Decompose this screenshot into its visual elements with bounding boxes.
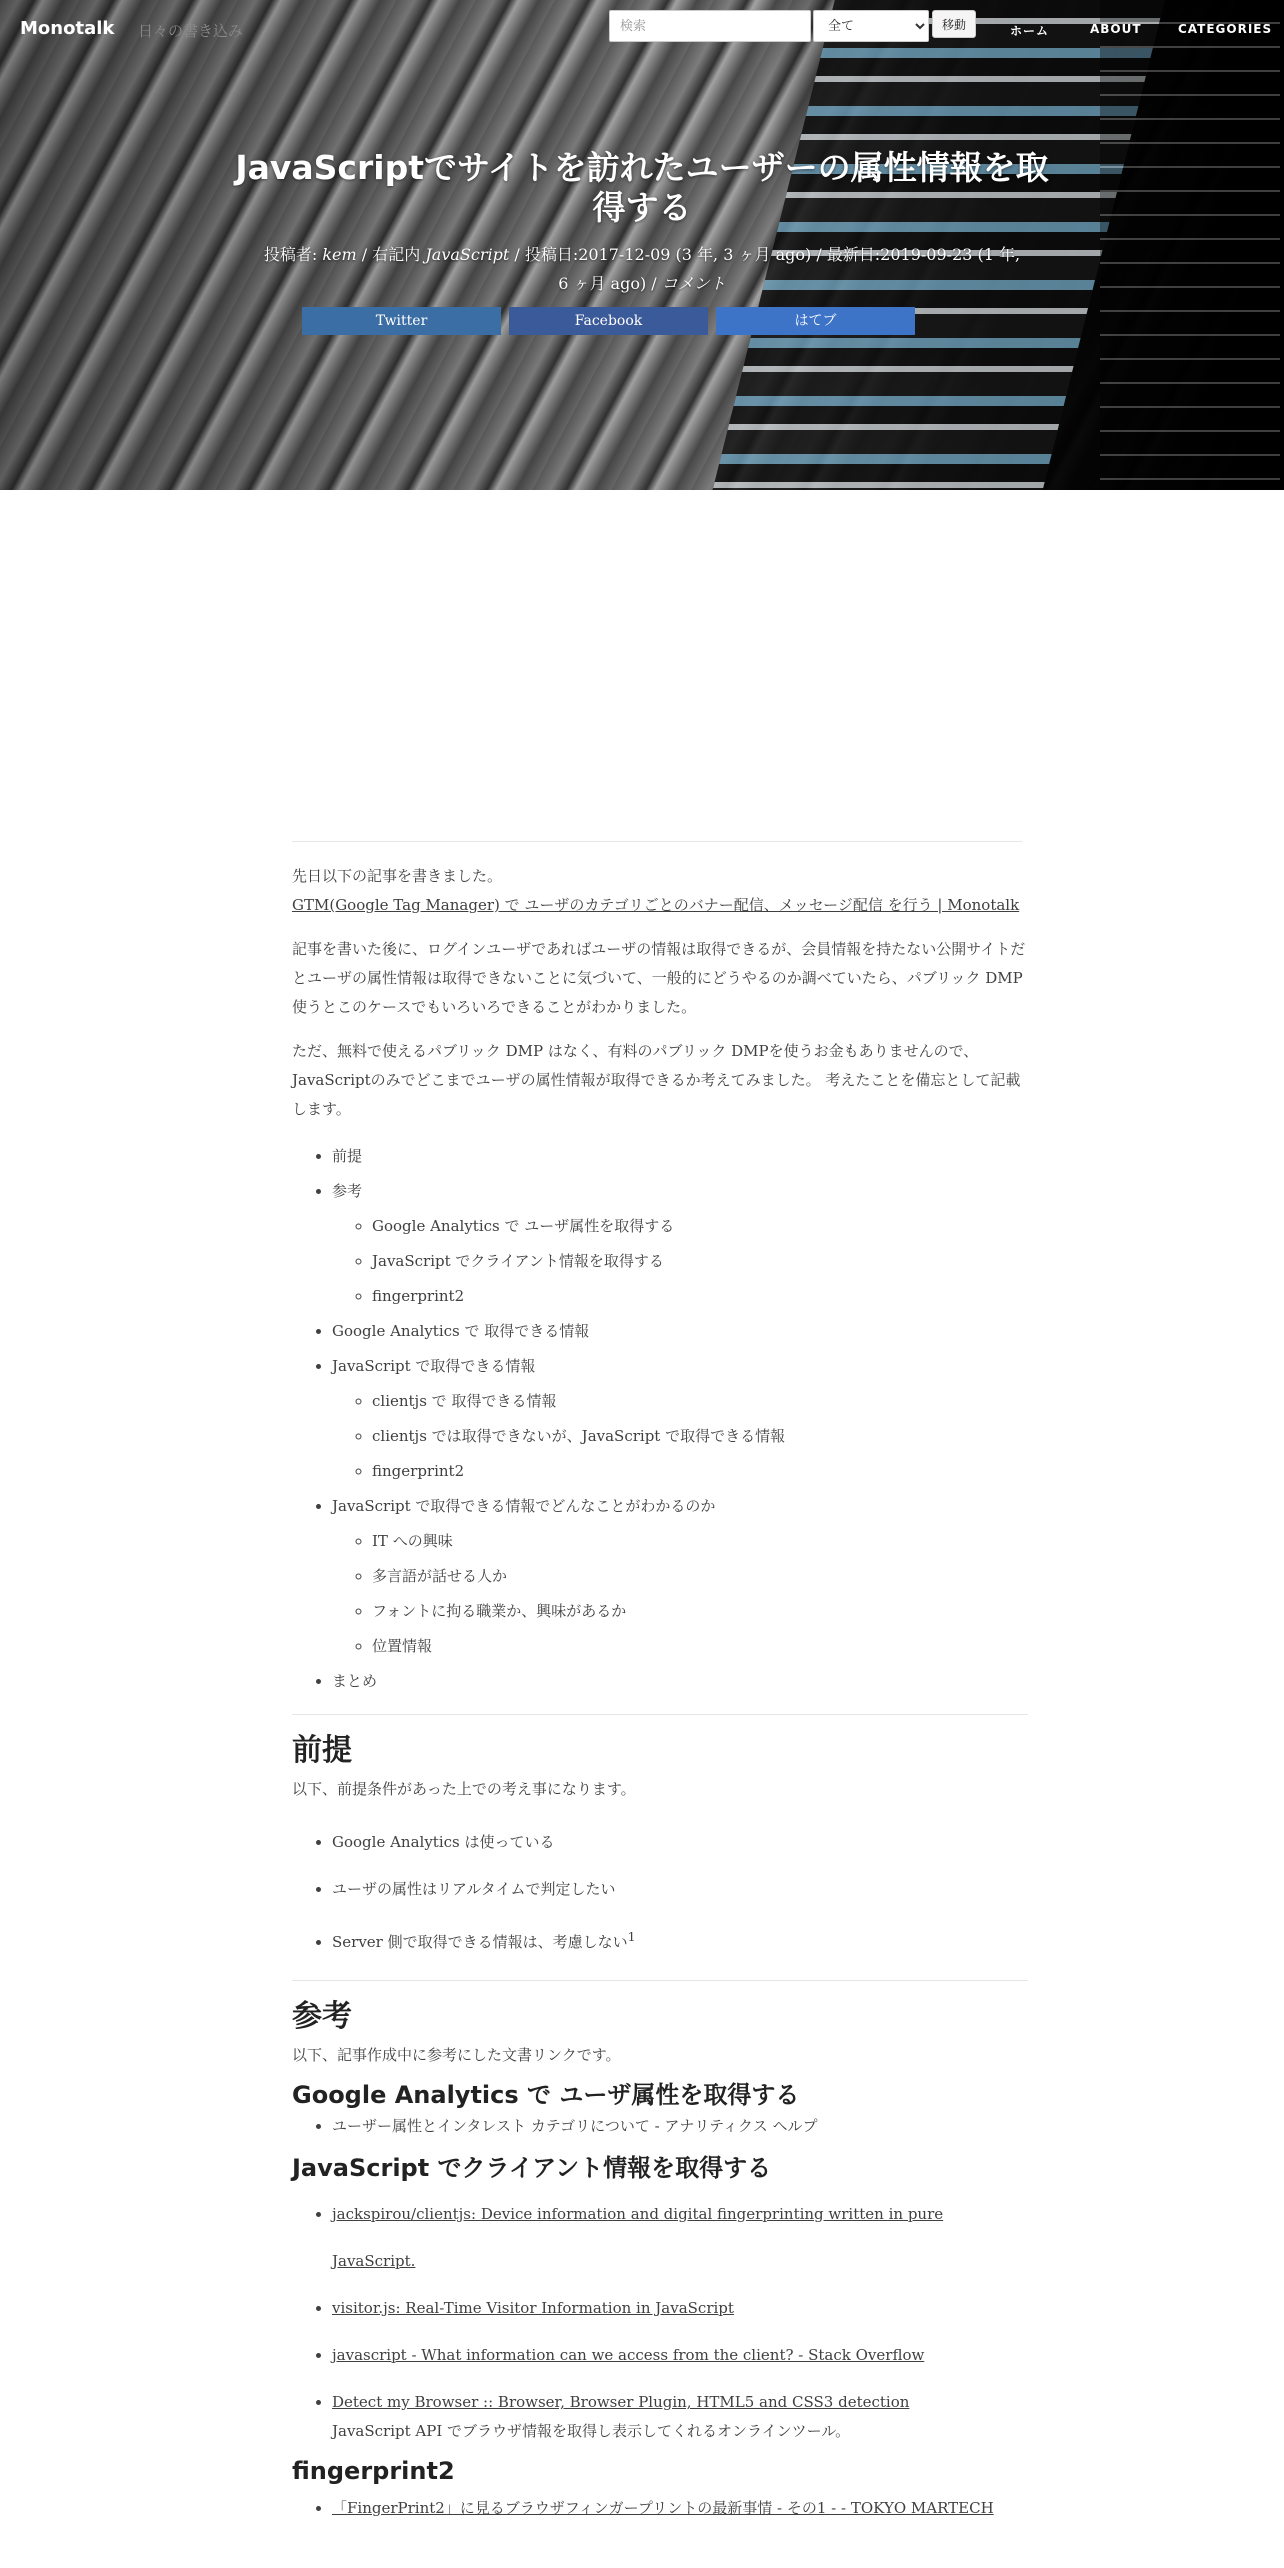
category-link[interactable]: JavaScript [425,245,510,264]
list-item [332,2332,1028,2379]
subheading-js: JavaScript でクライアント情報を取得する [292,2154,772,2182]
author-prefix: 投稿者: [263,245,323,264]
divider [292,841,1022,842]
list-item [332,2494,1028,2523]
reference-link[interactable]: visitor.js: Real-Time Visitor Information in JavaScript [332,2299,734,2317]
share-twitter-button[interactable]: Twitter [302,307,501,335]
brand-logo-link[interactable]: Monotalk [20,18,115,39]
toc-subitem[interactable]: ◦ JavaScript でクライアント情報を取得する [372,1244,1028,1279]
toc-subitem[interactable]: ◦ clientjs で 取得できる情報 [372,1384,1028,1419]
paragraph-1: 記事を書いた後に、ログインユーザであればユーザの情報は取得できるが、会員情報を持たない公開サイトだとユーザの属性情報は取得できないことに気づいて、一般的にどうやるのか調べていたら、パブリック DMP 使うとこのケースでもいろいろできることがわかりました。 [292,940,1026,1016]
search-scope-select[interactable] [813,10,929,42]
ga-reference-list [292,2112,1028,2141]
toc-subitem[interactable]: ◦ 位置情報 [372,1629,1028,1664]
toc-item[interactable]: • JavaScript で取得できる情報でどんなことがわかるのか ◦ IT への興味 ◦ 多言語が話せる人か ◦ フォントに拘る職業か、興味があるか ◦ 位置情報 [332,1489,1028,1664]
reference-link[interactable]: 「FingerPrint2」に見るブラウザフィンガープリントの最新事情 - その1 - - TOKYO MARTECH [332,2499,994,2517]
premise-list [292,1819,1028,1966]
list-item: • Google Analytics は使っている [332,1819,1028,1866]
table-of-contents [292,1139,1028,1699]
toc-item[interactable]: • 前提 [332,1139,1028,1174]
footnote-ref[interactable]: 1 [627,1929,636,1944]
subheading-fingerprint2: fingerprint2 [292,2457,455,2485]
list-item: • ユーザの属性はリアルタイムで判定したい [332,1866,1028,1913]
references-lead: 以下、記事作成中に参考にした文書リンクです。 [292,2046,621,2064]
toc-subitem[interactable]: ◦ フォントに拘る職業か、興味があるか [372,1594,1028,1629]
post-meta [230,240,1054,298]
toc-subitem[interactable]: ◦ clientjs では取得できないが、JavaScript で取得できる情報 [372,1419,1028,1454]
toc-item[interactable]: • Google Analytics で 取得できる情報 [332,1314,1028,1349]
fp-reference-list [292,2494,1028,2523]
toc-subitem[interactable]: ◦ fingerprint2 [372,1454,1028,1489]
intro-link[interactable]: GTM(Google Tag Manager) で ユーザのカテゴリごとのバナー配信、メッセージ配信 を行う | Monotalk [292,896,1020,914]
share-hatena-button[interactable]: はてブ [716,307,915,335]
comment-link[interactable]: コメント [661,274,726,293]
list-item [332,2388,1028,2446]
share-facebook-button[interactable]: Facebook [509,307,708,335]
search-input[interactable] [609,10,811,42]
reference-link[interactable]: Detect my Browser :: Browser, Browser Plugin, HTML5 and CSS3 detection [332,2393,910,2411]
subheading-ga: Google Analytics で ユーザ属性を取得する [292,2081,800,2109]
article-body [292,862,1028,2523]
toc-item[interactable]: • JavaScript で取得できる情報 ◦ clientjs で 取得できる情報 ◦ clientjs では取得できないが、JavaScript で取得できる情報 ◦ fingerprint2 [332,1349,1028,1489]
author-link[interactable]: kem [322,245,357,264]
site-tagline: 日々の書き込み [138,22,244,40]
post-title: JavaScriptでサイトを訪れたユーザーの属性情報を取得する [235,148,1049,227]
reference-link[interactable]: javascript - What information can we access from the client? - Stack Overflow [332,2346,925,2364]
section-heading-premise: 前提 [292,1733,352,1768]
section-heading-references: 参考 [292,1999,352,2034]
intro-paragraph [292,862,1028,920]
reference-note: JavaScript API でブラウザ情報を取得し表示してくれるオンラインツール。 [332,2422,851,2440]
navbar [0,0,1284,60]
reference-link[interactable]: jackspirou/clientjs: Device information and digital fingerprinting written in pure JavaScript. [332,2205,944,2270]
post-dates: / 投稿日:2017-12-09 (3 年, 3 ヶ月 ago) / 最新日:2019-09-23 (1 年, [509,245,1021,264]
list-item [332,2285,1028,2332]
js-reference-list [292,2191,1028,2446]
toc-subitem[interactable]: ◦ fingerprint2 [372,1279,1028,1314]
post-dates-ago: 6 ヶ月 ago) / [558,274,662,293]
intro-line: 先日以下の記事を書きました。 [292,867,503,885]
category-prefix: / 右記内 [356,245,426,264]
premise-lead: 以下、前提条件があった上での考え事になります。 [292,1780,636,1798]
toc-item[interactable]: • まとめ [332,1664,1028,1699]
nav-link-about[interactable]: ABOUT [1090,22,1142,36]
nav-link-home[interactable]: ホーム [1010,24,1050,38]
toc-subitem[interactable]: ◦ Google Analytics で ユーザ属性を取得する [372,1209,1028,1244]
divider [292,1714,1028,1715]
nav-link-categories[interactable]: CATEGORIES [1178,22,1273,36]
list-item [332,2191,1028,2285]
post-heading [230,148,1054,298]
ad-placeholder [0,490,1284,840]
share-buttons [302,307,982,335]
list-item: • Server 側で取得できる情報は、考慮しない$^1$ [332,1913,1028,1966]
toc-item[interactable]: • 参考 ◦ Google Analytics で ユーザ属性を取得する ◦ JavaScript でクライアント情報を取得する ◦ fingerprint2 [332,1174,1028,1314]
toc-subitem[interactable]: ◦ 多言語が話せる人か [372,1559,1028,1594]
paragraph-2: ただ、無料で使えるパブリック DMP はなく、有料のパブリック DMPを使うお金もありませんので、JavaScriptのみでどこまでユーザの属性情報が取得できるか考えてみました。 考えたことを備忘として記載します。 [292,1042,1021,1118]
search-submit-button[interactable]: 移動 [932,10,976,38]
list-item: • ユーザー属性とインタレスト カテゴリについて - アナリティクス ヘルプ [332,2112,1028,2141]
toc-subitem[interactable]: ◦ IT への興味 [372,1524,1028,1559]
divider [292,1980,1028,1981]
